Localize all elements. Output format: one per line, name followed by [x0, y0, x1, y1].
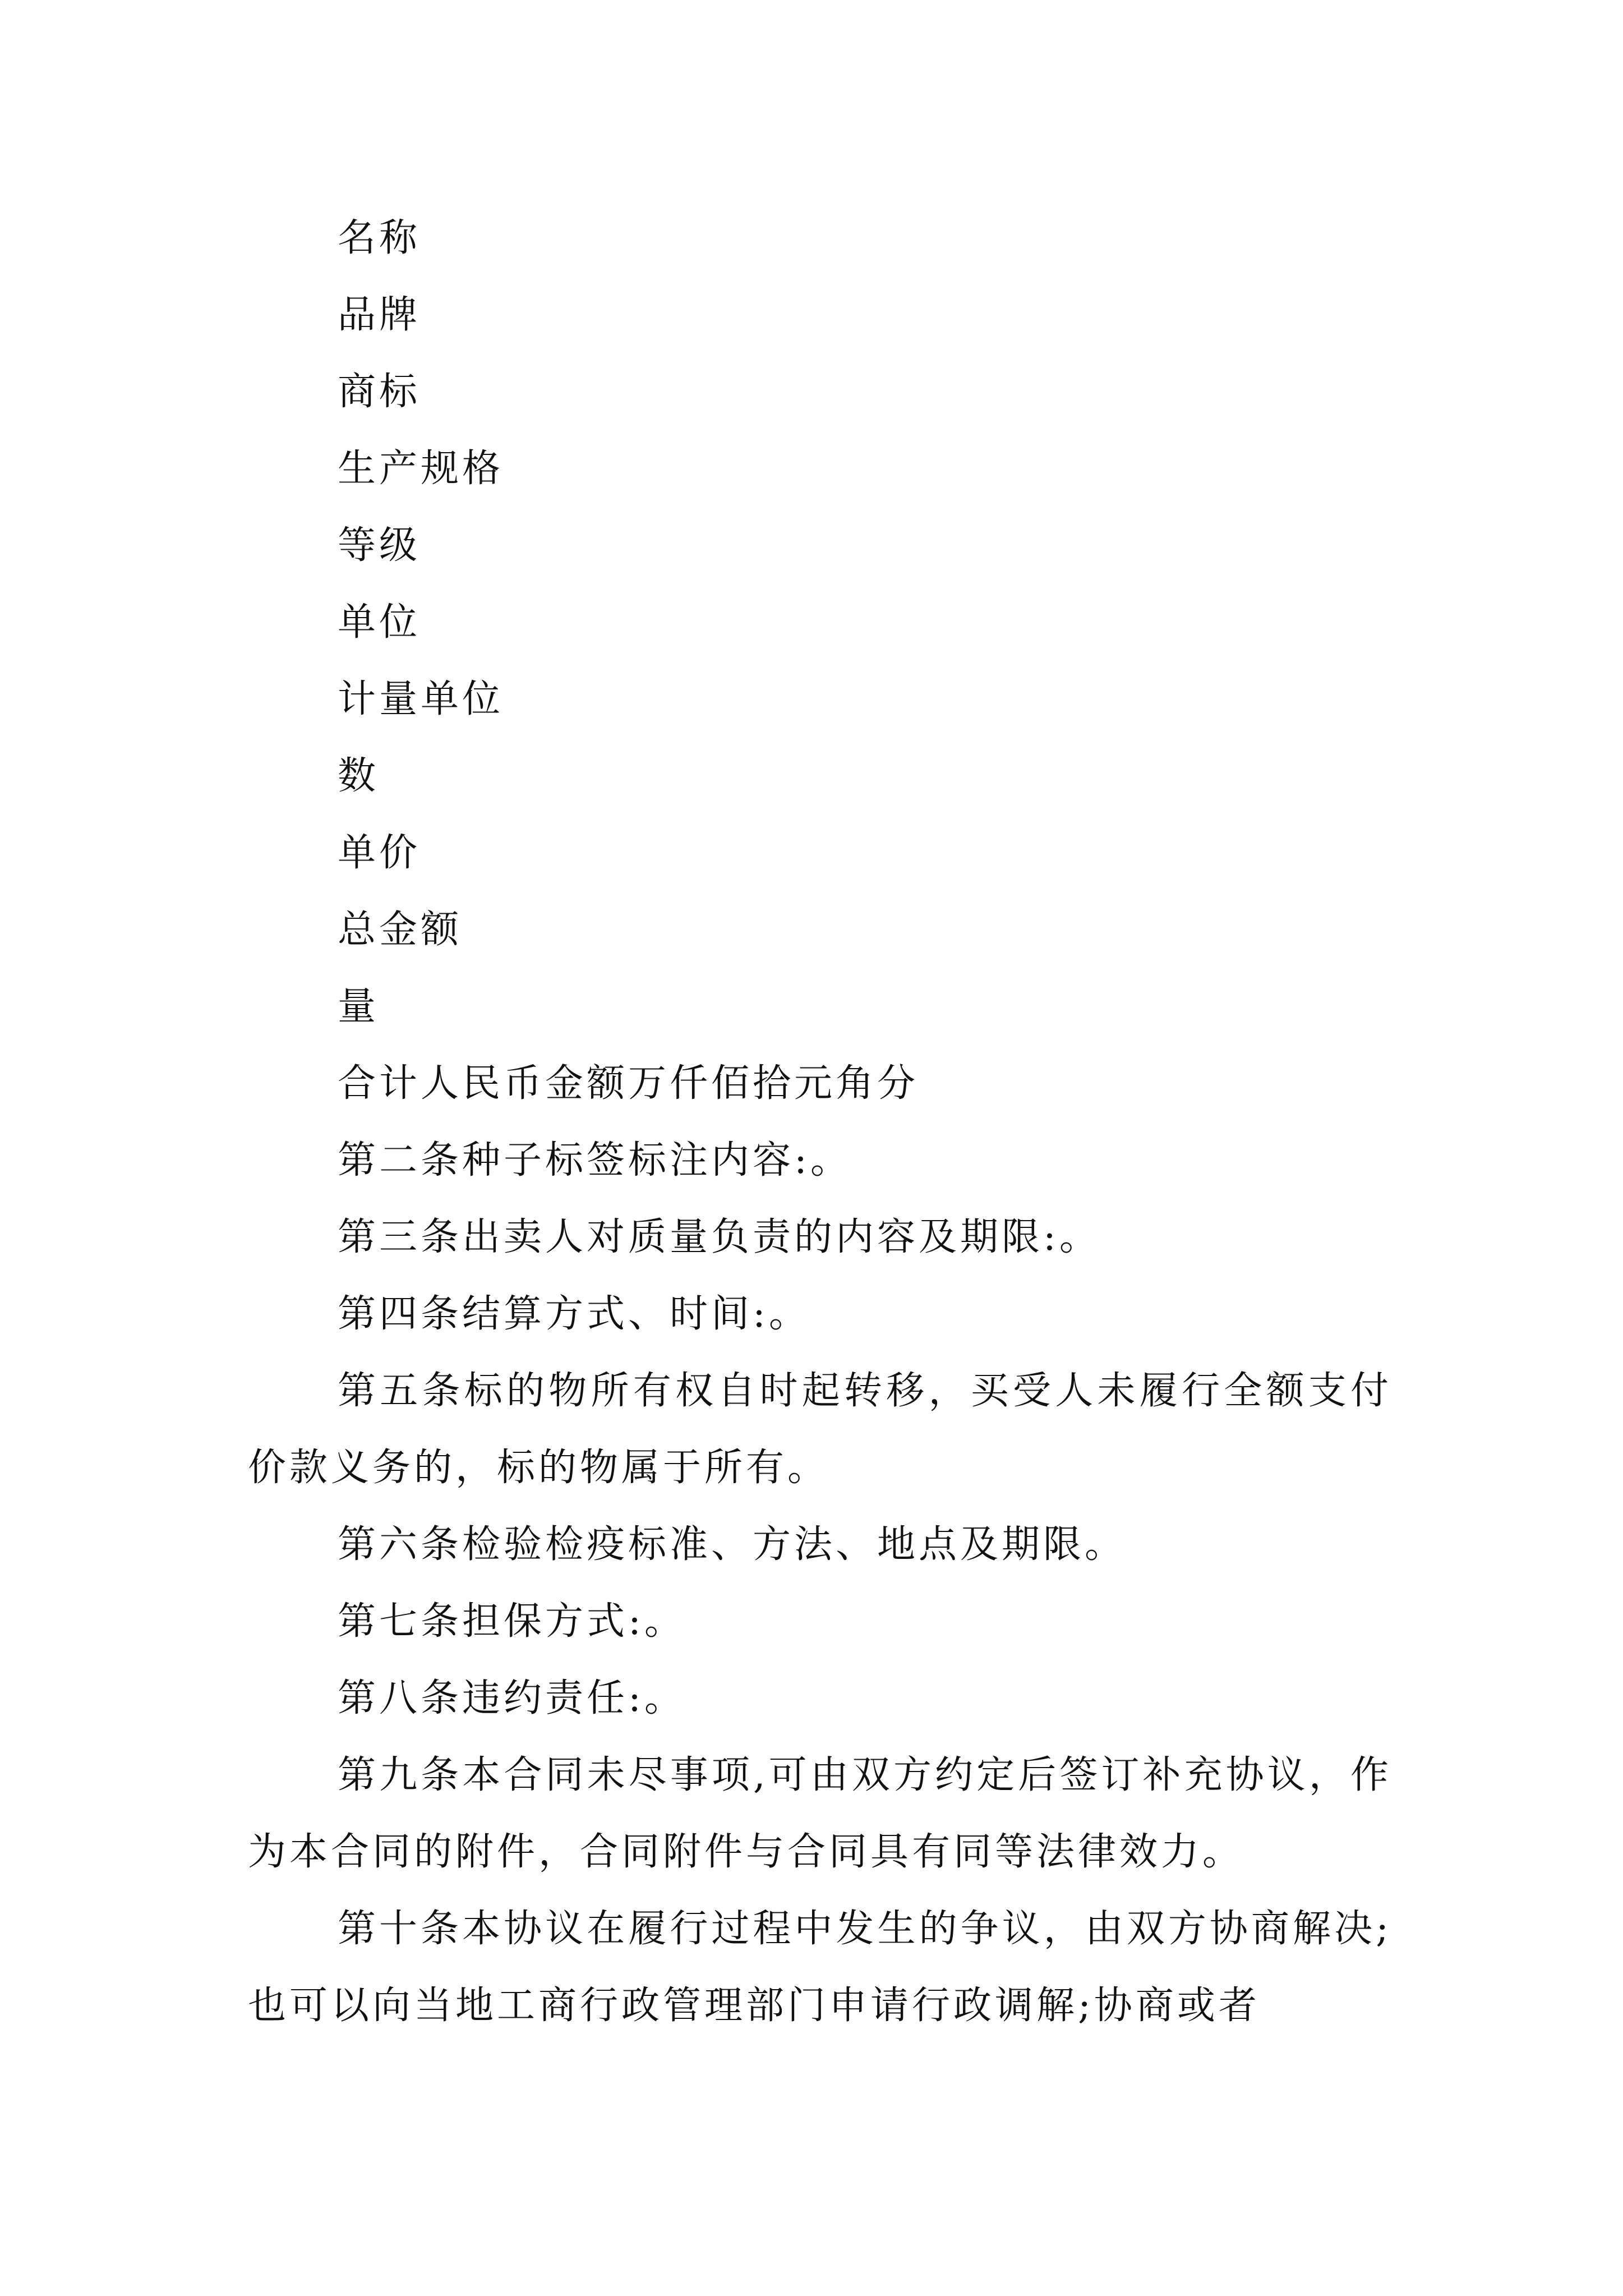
article-7: 第七条担保方式:。 [338, 1599, 686, 1644]
article-5: 第五条标的物所有权自时起转移，买受人未履行全额支付价款义务的，标的物属于所有。 [248, 1369, 1392, 1490]
article-3: 第三条出卖人对质量负责的内容及期限:。 [338, 1215, 1101, 1259]
field-measure-unit: 计量单位 [338, 677, 504, 721]
article-2: 第二条种子标签标注内容:。 [338, 1138, 852, 1182]
field-unit: 单位 [338, 600, 421, 645]
article-8: 第八条违约责任:。 [338, 1676, 686, 1720]
article-4: 第四条结算方式、时间:。 [338, 1292, 810, 1336]
field-brand: 品牌 [338, 293, 421, 337]
article-9: 第九条本合同未尽事项,可由双方约定后签订补充协议，作为本合同的附件，合同附件与合同具有同等法律效力。 [248, 1753, 1392, 1874]
field-production-spec: 生产规格 [338, 447, 504, 491]
article-10: 第十条本协议在履行过程中发生的争议，由双方协商解决;也可以向当地工商行政管理部门申请行政调解;协商或者 [248, 1907, 1392, 2028]
field-grade: 等级 [338, 523, 421, 568]
field-total-amount: 总金额 [338, 908, 463, 952]
article-6: 第六条检验检疫标准、方法、地点及期限。 [338, 1522, 1127, 1567]
field-quantity: 量 [338, 984, 380, 1029]
field-total-rmb: 合计人民币金额万仟佰拾元角分 [338, 1061, 919, 1106]
field-trademark: 商标 [338, 370, 421, 414]
field-name: 名称 [338, 216, 421, 260]
field-unit-price: 单价 [338, 831, 421, 875]
document-body [248, 200, 1392, 2044]
field-count: 数 [338, 754, 380, 798]
